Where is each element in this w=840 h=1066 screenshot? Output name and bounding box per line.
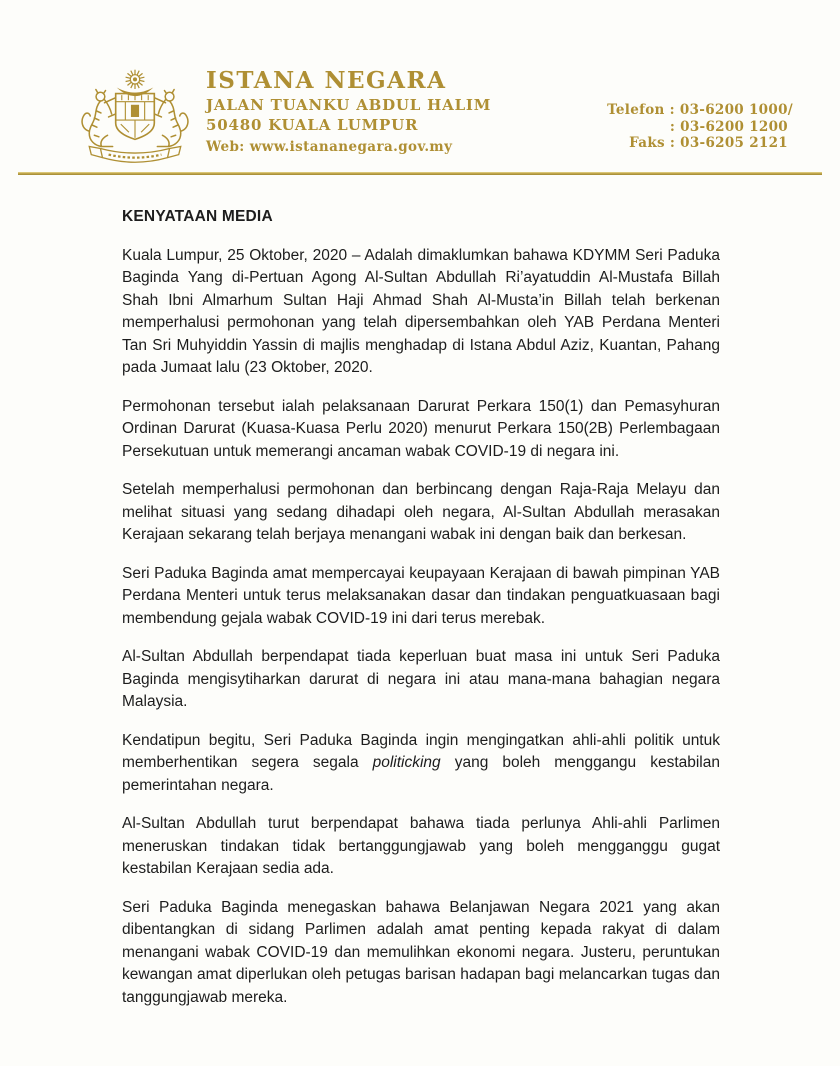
document-body bbox=[122, 245, 720, 1010]
body-paragraph bbox=[122, 245, 720, 380]
body-paragraph bbox=[122, 730, 720, 798]
body-paragraph bbox=[122, 563, 720, 631]
letterhead bbox=[0, 0, 840, 170]
phone-line-1: Telefon : 03-6200 1000/ bbox=[607, 102, 793, 118]
coat-of-arms-icon bbox=[74, 66, 196, 170]
body-paragraph bbox=[122, 646, 720, 714]
body-paragraph bbox=[122, 813, 720, 881]
address-line-1: JALAN TUANKU ABDUL HALIM bbox=[206, 95, 492, 114]
document-content bbox=[0, 175, 840, 1009]
paragraph-text: Seri Paduka Baginda menegaskan bahawa Belanjawan Negara 2021 yang akan dibentangkan di sidang Parlimen adalah amat penting kepada rakyat di dalam menangani wabak COVID-19 dan memulihkan ekonomi negara. Justeru, peruntukan kewangan amat diperlukan oleh petugas barisan hadapan bagi melancarkan tugas dan tanggungjawab mereka. bbox=[122, 898, 720, 1006]
website-line: Web: www.istananegara.gov.my bbox=[206, 139, 453, 156]
paragraph-text: Al-Sultan Abdullah turut berpendapat bahawa tiada perlunya Ahli-ahli Parlimen meneruskan tindakan tidak bertanggungjawab yang boleh mengganggu gugat kestabilan Kerajaan sedia ada. bbox=[122, 815, 720, 877]
paragraph-text: Kuala Lumpur, 25 Oktober, 2020 – Adalah dimaklumkan bahawa KDYMM Seri Paduka Baginda Yang di-Pertuan Agong Al-Sultan Abdullah Ri’ayatuddin Al-Mustafa Billah Shah Ibni Almarhum Sultan Haji Ahmad Shah Al-Musta’in Billah telah berkenan memperhalusi permohonan yang telah dipersembahkan oleh YAB Perdana Menteri Tan Sri Muhyiddin Yassin di majlis menghadap di Istana Abdul Aziz, Kuantan, Pahang pada Jumaat lalu (23 Oktober, 2020. bbox=[122, 246, 720, 376]
paragraph-text: Permohonan tersebut ialah pelaksanaan Darurat Perkara 150(1) dan Pemasyhuran Ordinan Darurat (Kuasa-Kuasa Perlu 2020) menurut Perkara 150(2B) Perlembagaan Persekutuan untuk memerangi ancaman wabak COVID-19 di negara ini. bbox=[122, 397, 720, 460]
paragraph-text: Setelah memperhalusi permohonan dan berbincang dengan Raja-Raja Melayu dan melihat situasi yang sedang dihadapi oleh negara, Al-Sultan Abdullah merasakan Kerajaan sekarang telah berjaya menangani wabak ini dengan baik dan berkesan. bbox=[122, 481, 720, 543]
emphasized-text: politicking bbox=[372, 754, 441, 771]
document-title: KENYATAAN MEDIA bbox=[122, 208, 273, 225]
contact-block bbox=[607, 102, 793, 152]
letterhead-address-block bbox=[206, 69, 491, 155]
paragraph-text: Seri Paduka Baginda amat mempercayai keupayaan Kerajaan di bawah pimpinan YAB Perdana Menteri untuk terus melaksanakan dasar dan tindakan penguatkuasaan bagi membendung gejala wabak COVID-19 ini dari terus merebak. bbox=[122, 564, 720, 627]
phone-line-2: : 03-6200 1200 bbox=[669, 118, 788, 135]
paragraph-text: Al-Sultan Abdullah berpendapat tiada keperluan buat masa ini untuk Seri Paduka Baginda mengisytiharkan darurat di negara ini atau mana-mana bahagian negara Malaysia. bbox=[122, 648, 720, 710]
body-paragraph bbox=[122, 897, 720, 1010]
org-name: ISTANA NEGARA bbox=[206, 67, 447, 94]
address-line-2: 50480 KUALA LUMPUR bbox=[206, 116, 419, 135]
paragraph-text: Kendatipun begitu, Seri Paduka Baginda ingin mengingatkan ahli-ahli politik untuk memberhentikan segera segala bbox=[122, 731, 720, 771]
paragraph-text: yang boleh menggangu kestabilan pemerintahan negara. bbox=[122, 754, 720, 794]
body-paragraph bbox=[122, 479, 720, 547]
body-paragraph bbox=[122, 396, 720, 464]
fax-line: Faks : 03-6205 2121 bbox=[629, 135, 788, 151]
